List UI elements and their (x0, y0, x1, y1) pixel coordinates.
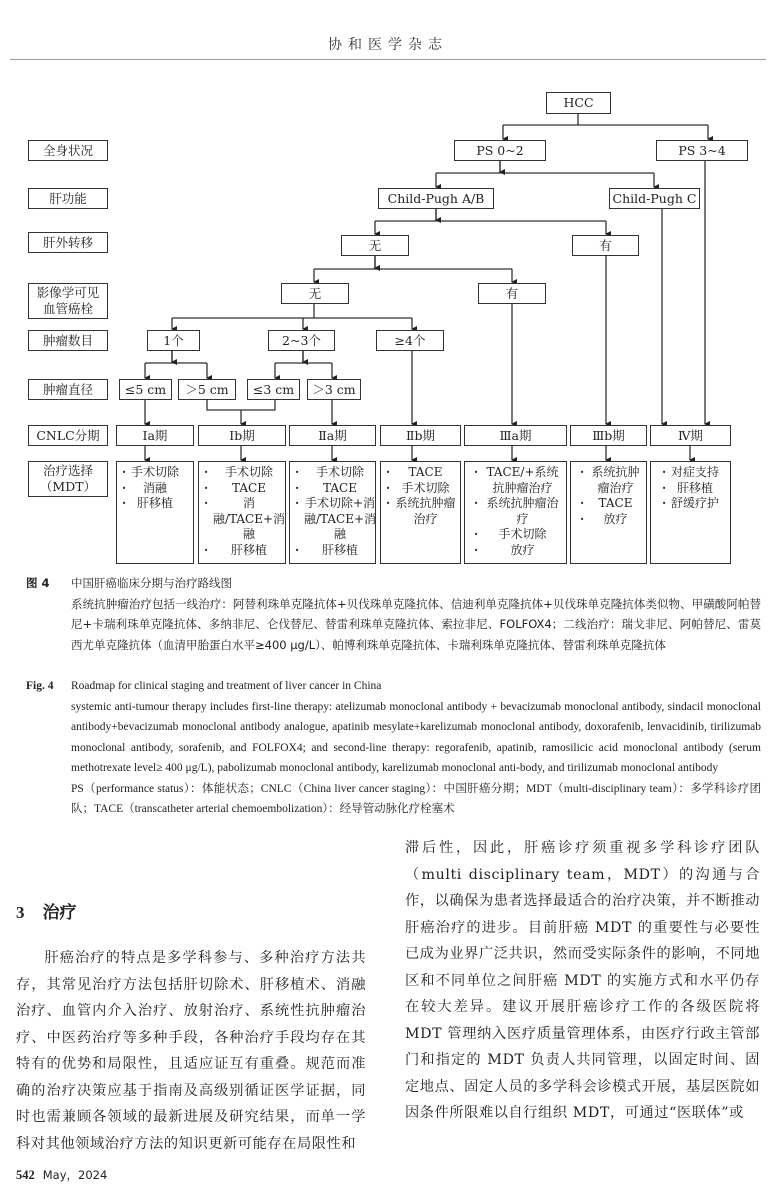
stage-iib: Ⅱb期 (380, 425, 461, 446)
treatment-item: · 肝移植 (294, 543, 376, 559)
figure-caption-cn (26, 573, 761, 655)
row-label-cnlc: CNLC分期 (28, 425, 108, 446)
treatment-iv (650, 461, 731, 564)
stage-iia: Ⅱa期 (289, 425, 376, 446)
row-label-liver-function: 肝功能 (28, 188, 108, 209)
stage-iiia: Ⅲa期 (464, 425, 567, 446)
node-hcc: HCC (546, 92, 611, 114)
node-diameter-gt3: ＞3 cm (307, 379, 361, 400)
edge-to-ib-join (207, 400, 275, 410)
treatment-item: · 手术切除 (473, 527, 562, 543)
caption-en-body: systemic anti-tumour therapy includes first-line therapy: atelizumab monoclonal antibody + bevacizumab monoclonal antibody, sindacil monoclonal antibody+bevacizumab monoclonal antibody analogue, apatinib mesylate+karelizumab monoclonal antibody, doxorafenib, lenvacidinib, tirilizumab monoclonal antibody, sorafenib, and FOLFOX4; and second-line therapy: regorafenib, apatinib, ramosilicic acid monoclonal antibody (serum methotrexate level≥ 400 μg/L), pabolizumab monoclonal antibody, karelizumab monoclonal anti-body, and tirilizumab monoclonal antibody (71, 700, 761, 774)
stage-ia: Ⅰa期 (116, 425, 194, 446)
treatment-iib (380, 461, 461, 564)
treatment-ib (198, 461, 286, 564)
caption-cn-title: 中国肝癌临床分期与治疗路线图 (71, 576, 232, 590)
section-number: 3 (16, 903, 25, 922)
node-diameter-le3: ≤3 cm (247, 379, 300, 400)
treatment-item: · 手术切除 (203, 465, 285, 481)
treatment-item: · TACE (294, 481, 376, 497)
body-column-right (405, 835, 760, 1127)
treatment-item: · TACE (203, 481, 285, 497)
treatment-item: · 系统抗肿瘤治疗 (473, 496, 562, 527)
treatment-item: · 舒缓疗护 (661, 496, 719, 512)
section-title: 治疗 (42, 903, 77, 923)
treatment-iiia (464, 461, 567, 564)
treatment-item: · 放疗 (473, 543, 562, 559)
treatment-item: · 手术切除 (121, 465, 179, 481)
treatment-item: · 对症支持 (661, 465, 719, 481)
row-label-treatment (28, 461, 108, 497)
treatment-item: · 系统抗肿瘤治疗 (579, 465, 642, 496)
edge-vasc-split (314, 256, 512, 269)
node-extrahepatic-yes: 有 (572, 235, 639, 256)
treatment-item: · 放疗 (579, 512, 642, 528)
body-column-left (16, 945, 366, 1157)
row-label-extrahepatic: 肝外转移 (28, 232, 108, 253)
staging-flowchart (0, 0, 776, 580)
row-label-vascular-line2: 血管癌栓 (42, 301, 93, 316)
treatment-item: · 系统抗肿瘤治疗 (385, 496, 456, 527)
row-label-treatment-line1: 治疗选择 (42, 463, 93, 479)
caption-cn-body: 系统抗肿瘤治疗包括一线治疗：阿替利珠单克隆抗体+贝伐珠单克隆抗体、信迪利单克隆抗体+贝伐珠单克隆抗体类似物、甲磺酸阿帕替尼+卡瑞利珠单克隆抗体、多纳非尼、仑伐替尼、替雷利珠单克隆抗体、索拉非尼、FOLFOX4；二线治疗：瑞戈非尼、阿帕替尼、雷莫西尤单克隆抗体（血清甲胎蛋白水平≥400 μg/L）、帕博利珠单克隆抗体、卡瑞利珠单克隆抗体、替雷利珠单克隆抗体 (71, 596, 761, 652)
row-label-tumor-number: 肿瘤数目 (28, 330, 108, 351)
caption-en-label: Fig. 4 (26, 680, 54, 692)
edge-hcc (503, 113, 708, 125)
edge-ps02-split (436, 160, 654, 173)
node-vascular-no: 无 (281, 283, 349, 304)
node-ps-0-2: PS 0~2 (454, 140, 546, 161)
figure-caption-en (26, 676, 761, 820)
node-extrahepatic-no: 无 (341, 235, 409, 256)
treatment-item: · 消融 (121, 481, 179, 497)
row-label-vascular-line1: 影像学可见 (36, 285, 100, 301)
node-vascular-yes: 有 (478, 283, 546, 304)
treatment-item: · TACE/+系统抗肿瘤治疗 (473, 465, 562, 496)
row-label-tumor-diameter: 肿瘤直径 (28, 379, 108, 400)
node-number-4plus: ≥4个 (376, 330, 444, 351)
page-number: 542 (16, 1168, 35, 1182)
node-child-pugh-c: Child-Pugh C (609, 188, 700, 209)
running-head: 协和医学杂志 (328, 37, 448, 53)
node-diameter-gt5: ＞5 cm (178, 379, 236, 400)
page-footer (16, 1167, 107, 1183)
stage-iiib: Ⅲb期 (570, 425, 647, 446)
treatment-item: · 手术切除 (294, 465, 376, 481)
edge-num-split (172, 304, 412, 318)
treatment-item: · TACE (385, 465, 456, 481)
caption-en-abbreviations: PS（performance status）：体能状态；CNLC（China liver cancer staging）：中国肝癌分期；MDT（multi-disciplinary team）：多学科诊疗团队；TACE（transcatheter arterial chemoembolization）：经导管动脉化疗栓塞术 (71, 782, 761, 815)
node-number-1: 1个 (147, 330, 200, 351)
treatment-item: · 手术切除+消融/TACE+消融 (294, 496, 376, 543)
treatment-item: · 消融/TACE+消融 (203, 496, 285, 543)
stage-iv: Ⅳ期 (650, 425, 731, 446)
row-label-general-status: 全身状况 (28, 140, 108, 161)
treatment-iia (289, 461, 376, 564)
edge-n1-split (145, 351, 207, 363)
node-number-2-3: 2~3个 (268, 330, 335, 351)
row-label-vascular (28, 283, 108, 319)
body-paragraph-left: 肝癌治疗的特点是多学科参与、多种治疗方法共存，其常见治疗方法包括肝切除术、肝移植术、消融治疗、血管内介入治疗、放射治疗、系统性抗肿瘤治疗、中医药治疗等多种手段，各种治疗手段均存在其特有的优势和局限性，且适应证互有重叠。规范而准确的治疗决策应基于指南及高级别循证医学证据，同时也需兼顾各领域的最新进展及研究结果，而单一学科对其他领域治疗方法的知识更新可能存在局限性和 (16, 950, 366, 1152)
node-child-pugh-ab: Child-Pugh A/B (378, 188, 494, 209)
issue-date: May，2024 (42, 1168, 108, 1182)
treatment-item: · 肝移植 (121, 496, 179, 512)
treatment-item: · TACE (579, 496, 642, 512)
node-ps-3-4: PS 3~4 (656, 140, 748, 161)
caption-cn-label: 图 4 (26, 576, 50, 590)
treatment-iiib (570, 461, 647, 564)
body-paragraph-right: 滞后性，因此，肝癌诊疗须重视多学科诊疗团队（multi disciplinary team，MDT）的沟通与合作，以确保为患者选择最适合的治疗决策，并不断推动肝癌治疗的进步。目前肝癌 MDT 的重要性与必要性已成为业界广泛共识，然而受实际条件的影响，不同地区和不同单位之间肝癌 MDT 的实施方式和水平仍存在较大差异。建议开展肝癌诊疗工作的各级医院将 MDT 管理纳入医疗质量管理体系，由医疗行政主管部门和指定的 MDT 负责人共同管理，以固定时间、固定地点、固定人员的多学科会诊模式开展，基层医院如因条件所限难以自行组织 MDT，可通过“医联体”或 (405, 840, 760, 1121)
treatment-item: · 手术切除 (385, 481, 456, 497)
treatment-item: · 肝移植 (203, 543, 285, 559)
row-label-treatment-line2: （MDT） (39, 479, 97, 494)
section-heading (16, 898, 77, 923)
node-diameter-le5: ≤5 cm (119, 379, 172, 400)
treatment-item: · 肝移植 (661, 481, 719, 497)
treatment-ia (116, 461, 194, 564)
edge-cpab-split (375, 209, 606, 221)
stage-ib: Ⅰb期 (198, 425, 286, 446)
caption-en-title: Roadmap for clinical staging and treatment of liver cancer in China (71, 680, 382, 692)
